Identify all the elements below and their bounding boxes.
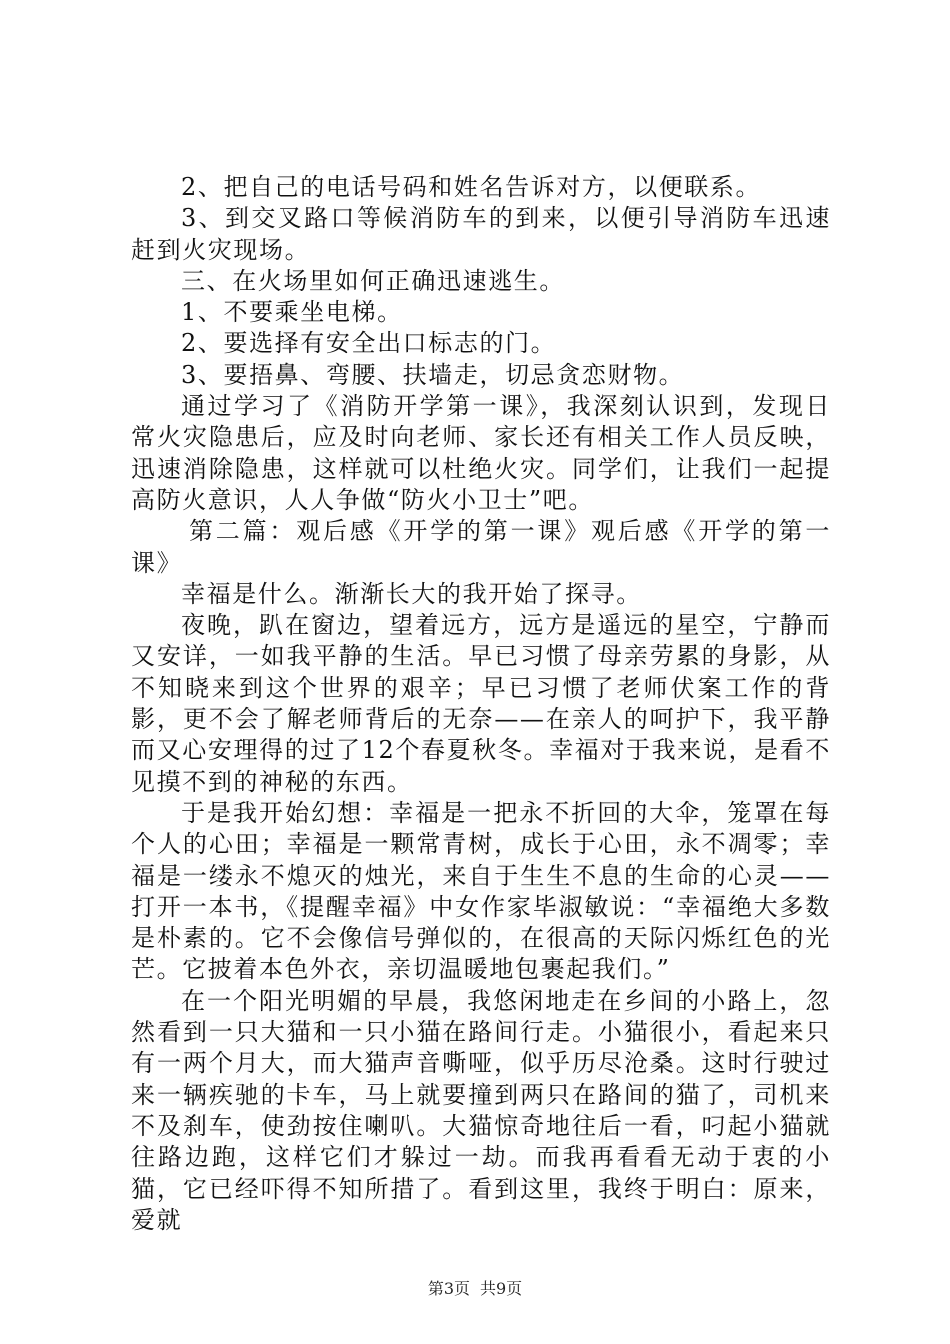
paragraph-conclusion: 通过学习了《消防开学第一课》，我深刻认识到，发现日常火灾隐患后，应及时向老师、家长还有相关工作人员反映，迅速消除隐患，这样就可以杜绝火灾。同学们，让我们一起提高防火意识，人人争做“防火小卫士”吧。 <box>131 392 831 514</box>
paragraph-imagination: 于是我开始幻想：幸福是一把永不折回的大伞，笼罩在每个人的心田；幸福是一颗常青树，成长于心田，永不凋零；幸福是一缕永不熄灭的烛光，来自于生生不息的生命的心灵——打开一本书，《提醒幸福》中女作家毕淑敏说：“幸福绝大多数是朴素的。它不会像信号弹似的，在很高的天际闪烁红色的光芒。它披着本色外衣，亲切温暖地包裹起我们。” <box>131 798 831 984</box>
paragraph-escape-3: 3、要捂鼻、弯腰、扶墙走，切忌贪恋财物。 <box>181 360 685 389</box>
page-number: 第3页 <box>427 1279 470 1298</box>
page-footer <box>0 1279 950 1299</box>
paragraph-happiness-question: 幸福是什么。渐渐长大的我开始了探寻。 <box>181 579 642 608</box>
paragraph-step-3: 3、到交叉路口等候消防车的到来，以便引导消防车迅速赶到火灾现场。 <box>131 204 831 264</box>
article-title-part-two: 第二篇：观后感《开学的第一课》观后感《开学的第一课》 <box>131 517 831 577</box>
paragraph-night: 夜晚，趴在窗边，望着远方，远方是遥远的星空，宁静而又安详，一如我平静的生活。早已习惯了母亲劳累的身影，从不知晓来到这个世界的艰辛；早已习惯了老师伏案工作的背影，更不会了解老师背后的无奈——在亲人的呵护下，我平静而又心安理得的过了12个春夏秋冬。幸福对于我来说，是看不见摸不到的神秘的东西。 <box>131 611 831 796</box>
section-heading-escape: 三、在火场里如何正确迅速逃生。 <box>181 266 565 295</box>
paragraph-escape-1: 1、不要乘坐电梯。 <box>181 298 403 327</box>
paragraph-cats: 在一个阳光明媚的早晨，我悠闲地走在乡间的小路上，忽然看到一只大猫和一只小猫在路间行走。小猫很小，看起来只有一两个月大，而大猫声音嘶哑，似乎历尽沧桑。这时行驶过来一辆疾驰的卡车，马上就要撞到两只在路间的猫了，司机来不及刹车，使劲按住喇叭。大猫惊奇地往后一看，叼起小猫就往路边跑，这样它们才躲过一劫。而我再看看无动于衷的小猫，它已经吓得不知所措了。看到这里，我终于明白：原来，爱就 <box>131 986 831 1234</box>
document-body <box>131 172 831 1236</box>
paragraph-escape-2: 2、要选择有安全出口标志的门。 <box>181 329 557 358</box>
page-total: 共9页 <box>480 1279 523 1298</box>
paragraph-step-2: 2、把自己的电话号码和姓名告诉对方，以便联系。 <box>181 173 762 201</box>
